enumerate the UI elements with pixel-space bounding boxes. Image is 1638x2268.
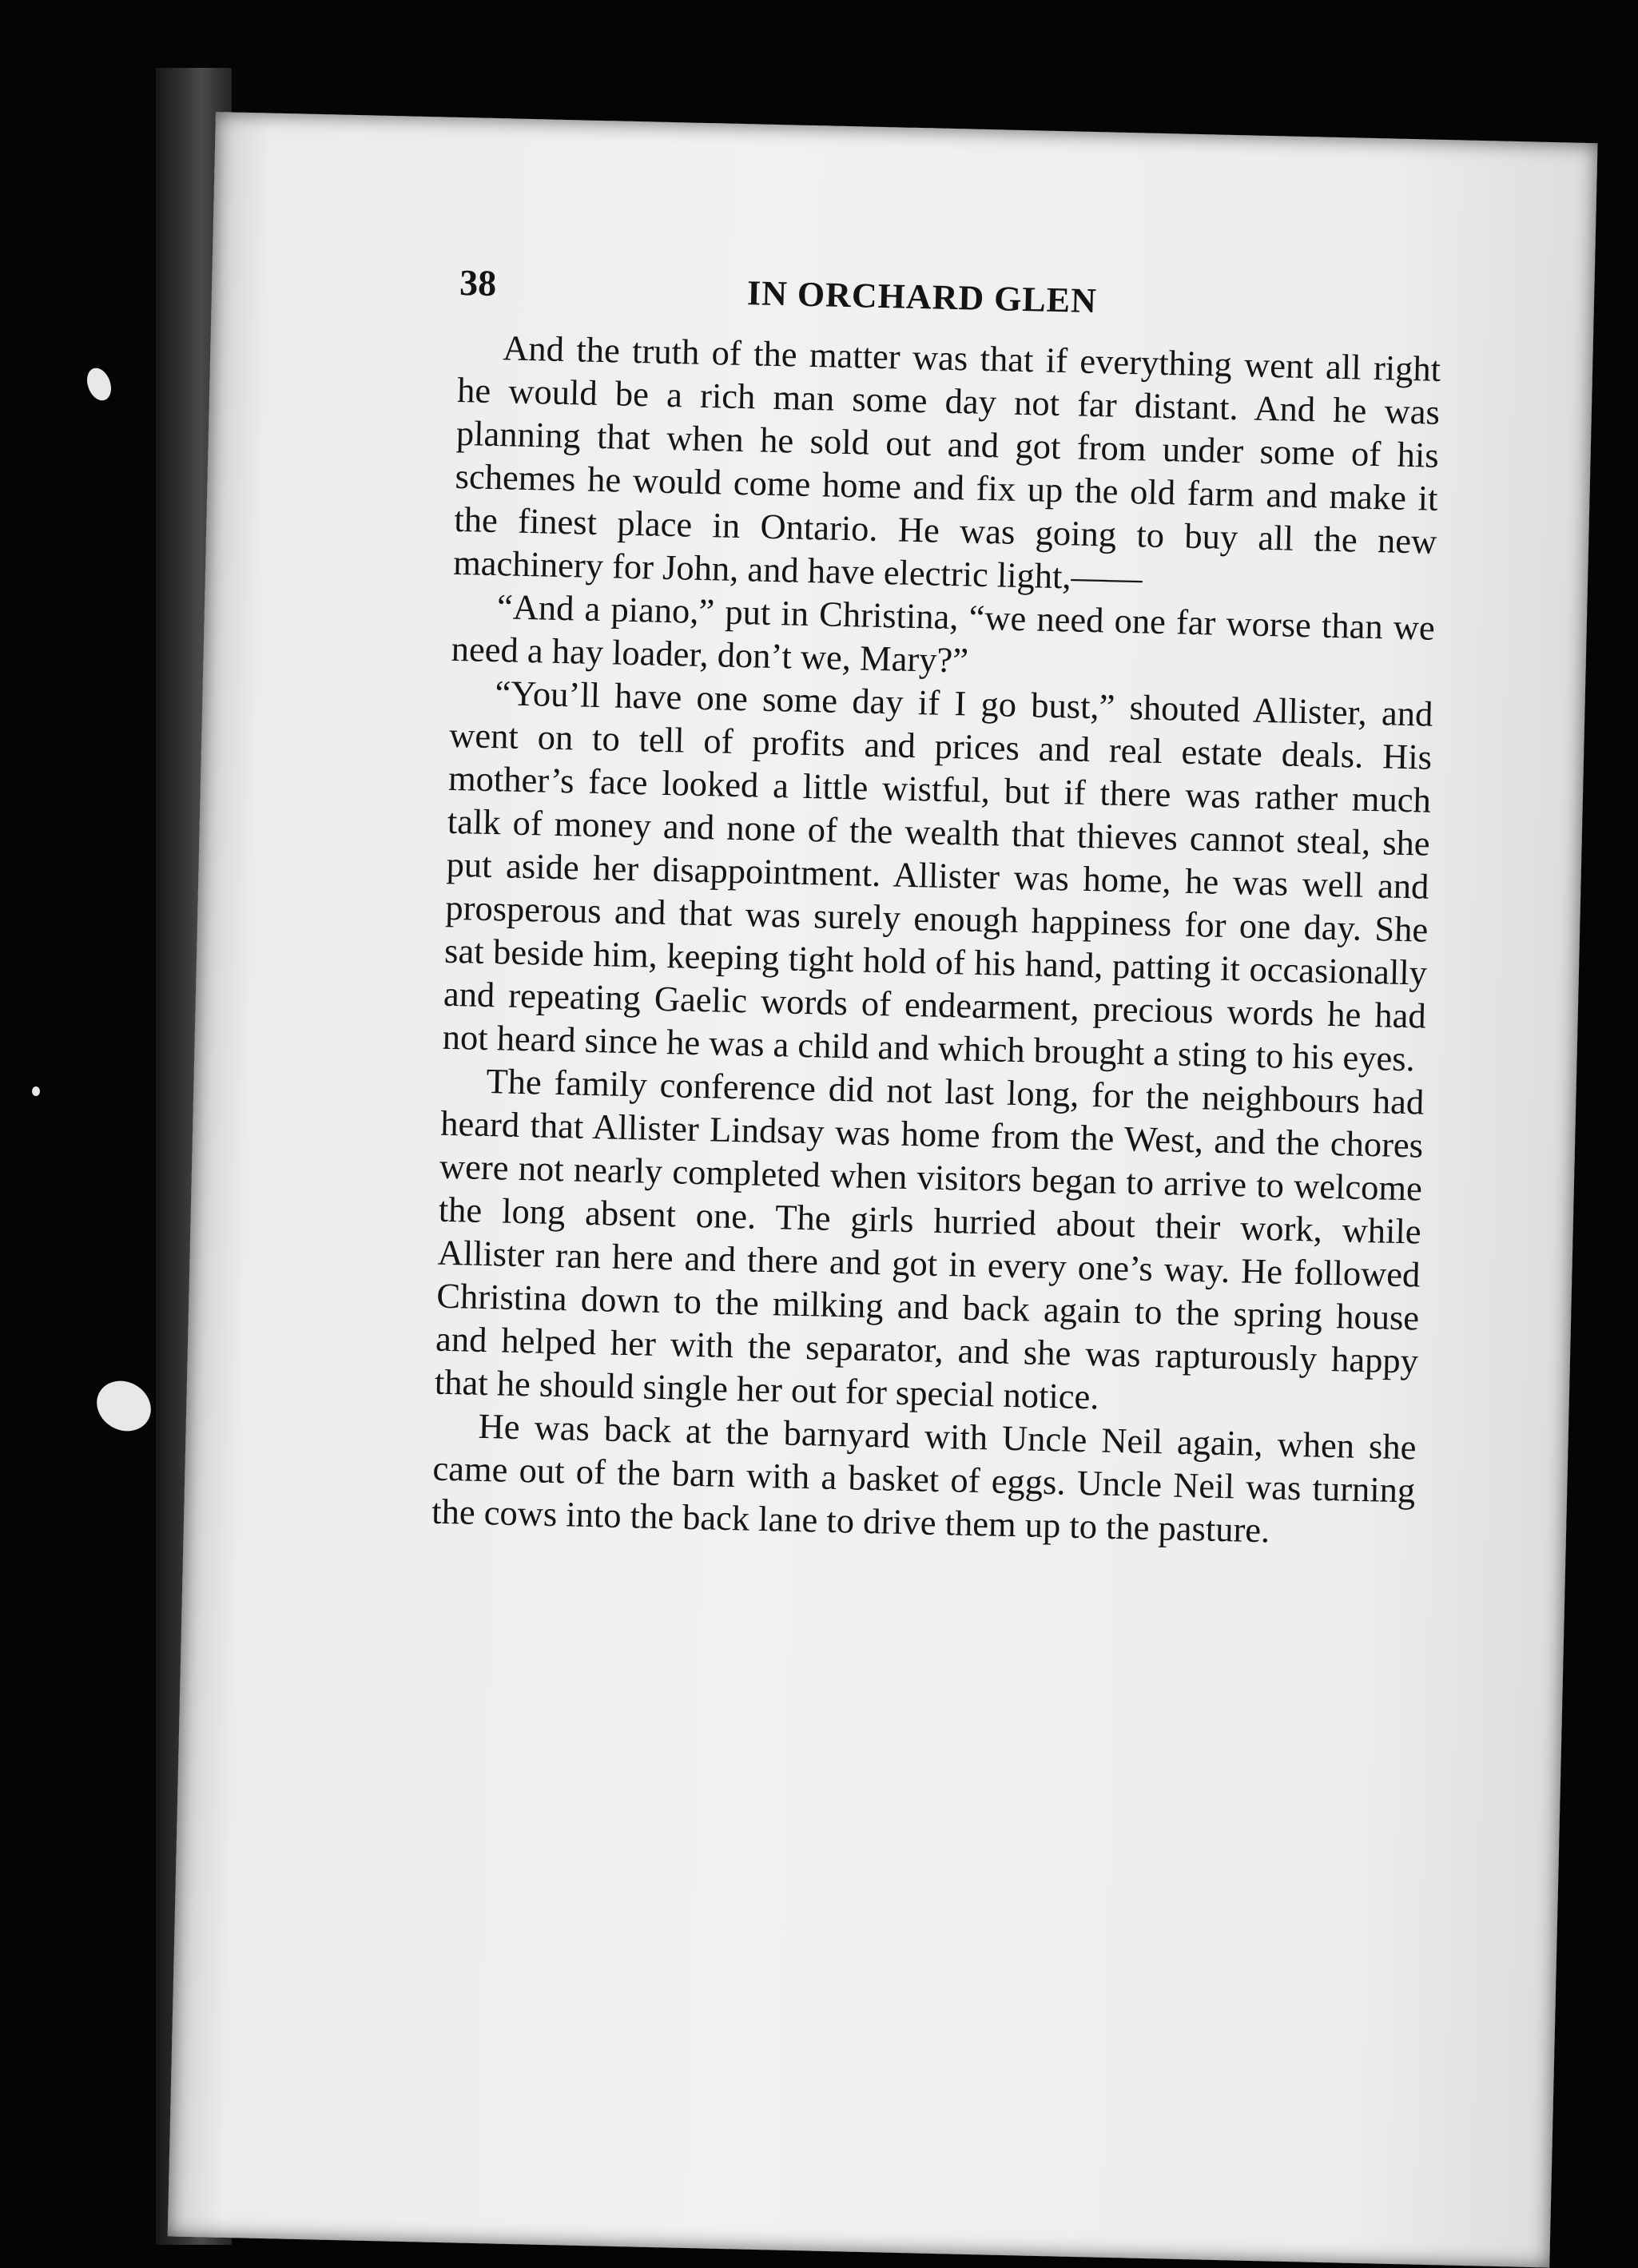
paragraph: “You’ll have one some day if I go bust,” shouted Allister, and went on to tell of profits and prices and real estate deals. His mother’s face looked a little wistful, but if there was rather much talk of money and none of the wealth that thieves cannot steal, she put aside her disappointment. Allister was home, he was well and prosperous and that was surely enough happiness for one day. She sat beside him, keeping tight hold of his hand, patting it occasionally and repeating Gaelic words of endearment, precious words he had not heard since he was a child and which brought a sting to his eyes. xyxy=(442,673,1433,1079)
scan-speck xyxy=(83,364,116,403)
page-content xyxy=(431,261,1443,1555)
paragraph: The family conference did not last long, for the neighbours had heard that Allister Lindsay was home from the West, and the chores were not nearly completed when visitors began to arrive to welcome the long absent one. The girls hurried about their work, while Allister ran here and there and got in every one’s way. He followed Christina down to the milking and back again to the spring house and helped her with the separator, and she was rapturously happy that he should single her out for special notice. xyxy=(434,1060,1425,1417)
paragraph: And the truth of the matter was that if everything went all right he would be a rich man some day not far distant. And he was planning that when he sold out and got from under some of his schemes he would come home and fix up the old farm and make it the finest place in Ontario. He was going to buy all the new machinery for John, and have electric light,—— xyxy=(452,328,1441,598)
scan-speck xyxy=(88,1372,161,1441)
paragraph: “And a piano,” put in Christina, “we need one far worse than we need a hay loader, don’t we, Mary?” xyxy=(451,586,1436,681)
page-number: 38 xyxy=(459,261,497,304)
book-title: IN ORCHARD GLEN xyxy=(746,273,1098,321)
book-page xyxy=(168,112,1598,2268)
body-text xyxy=(431,325,1441,1555)
paragraph: He was back at the barnyard with Uncle Neil again, when she came out of the barn with a basket of eggs. Uncle Neil was turning the cows into the back lane to drive them up to the pasture. xyxy=(431,1405,1417,1551)
scan-speck xyxy=(32,1086,40,1096)
